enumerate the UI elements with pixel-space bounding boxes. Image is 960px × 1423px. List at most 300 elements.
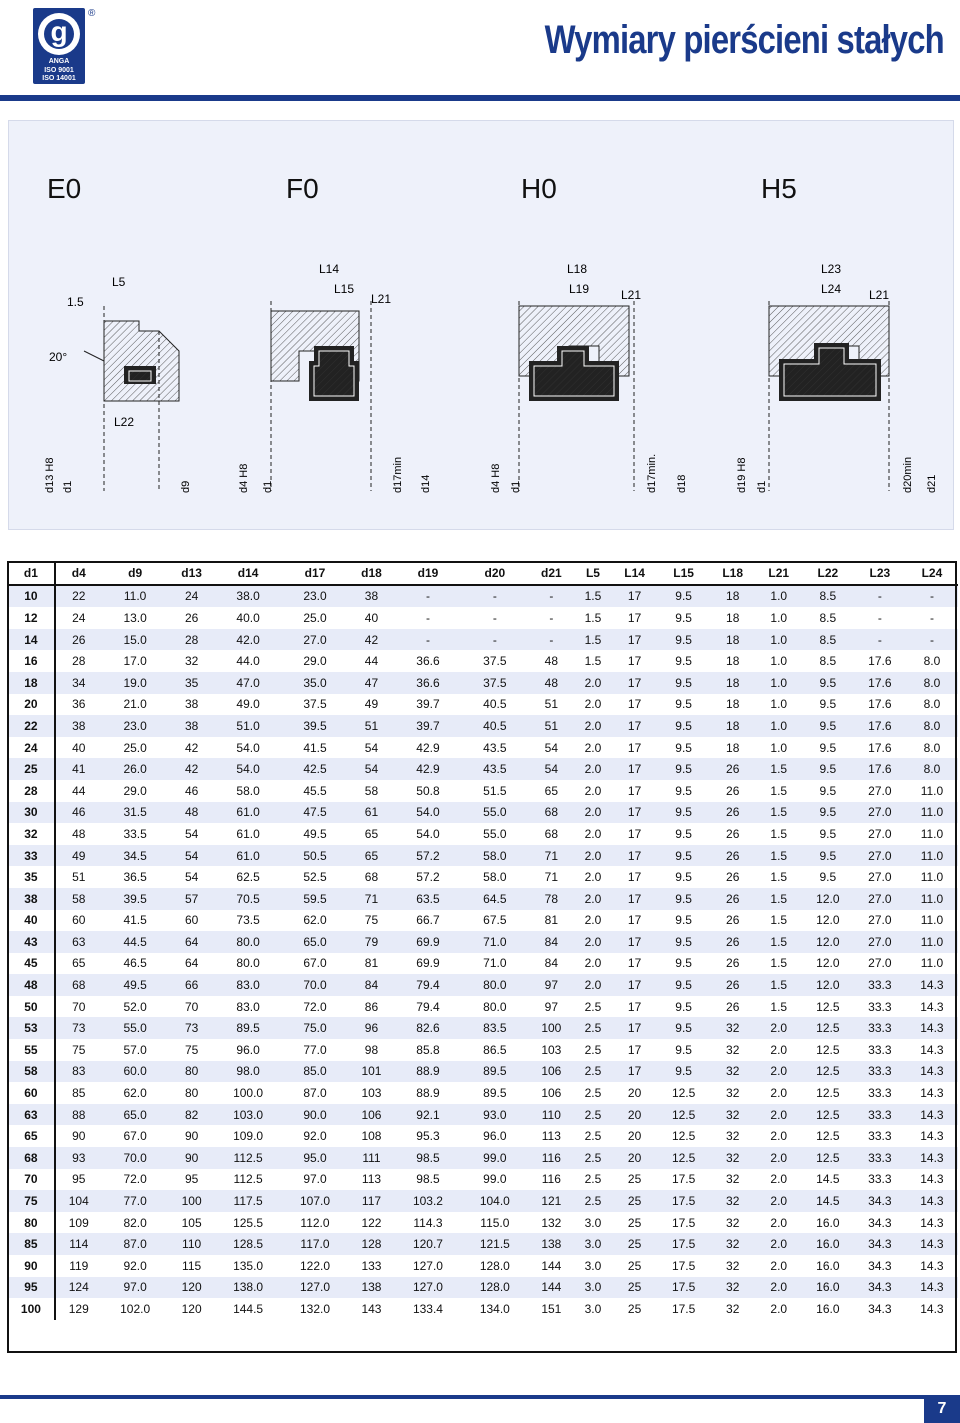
table-cell: 106 bbox=[528, 1082, 574, 1104]
table-cell: 36 bbox=[55, 694, 102, 716]
table-cell: 88 bbox=[55, 1104, 102, 1126]
table-cell: 25 bbox=[612, 1298, 658, 1320]
table-cell: 83 bbox=[55, 1061, 102, 1083]
table-cell: 9.5 bbox=[658, 672, 710, 694]
table-cell: 9.5 bbox=[658, 694, 710, 716]
table-cell: 2.0 bbox=[574, 758, 611, 780]
table-cell: 1.5 bbox=[756, 823, 802, 845]
dim-angle: 20° bbox=[49, 350, 68, 364]
table-cell: 85 bbox=[55, 1082, 102, 1104]
table-cell: 64 bbox=[169, 931, 215, 953]
table-cell: 71 bbox=[528, 866, 574, 888]
table-cell: 32 bbox=[710, 1169, 756, 1191]
table-cell: 27.0 bbox=[854, 823, 906, 845]
table-cell: 36.6 bbox=[395, 672, 462, 694]
table-cell: 25 bbox=[612, 1233, 658, 1255]
table-cell: 134.0 bbox=[461, 1298, 528, 1320]
table-cell: 25.0 bbox=[102, 737, 169, 759]
table-cell: 9.5 bbox=[802, 737, 854, 759]
table-cell: 110 bbox=[169, 1233, 215, 1255]
table-cell: 58.0 bbox=[461, 866, 528, 888]
table-cell: 50 bbox=[8, 996, 55, 1018]
table-cell: 127.0 bbox=[282, 1277, 349, 1299]
table-cell: 92.1 bbox=[395, 1104, 462, 1126]
table-cell: 17.6 bbox=[854, 650, 906, 672]
table-cell: 44 bbox=[55, 780, 102, 802]
column-header-l14: L14 bbox=[612, 562, 658, 585]
table-cell: 27.0 bbox=[854, 780, 906, 802]
table-cell: 2.0 bbox=[574, 780, 611, 802]
table-cell: 69.9 bbox=[395, 931, 462, 953]
table-cell: 14.3 bbox=[906, 1082, 958, 1104]
table-row bbox=[8, 715, 958, 737]
dim-l21: L21 bbox=[621, 288, 642, 302]
table-row bbox=[8, 1061, 958, 1083]
table-cell: 9.5 bbox=[658, 1017, 710, 1039]
table-cell: 61.0 bbox=[215, 845, 282, 867]
table-cell: 54 bbox=[348, 758, 394, 780]
table-cell: 114 bbox=[55, 1233, 102, 1255]
variant-label-e0: E0 bbox=[47, 173, 82, 204]
table-cell: 41.5 bbox=[282, 737, 349, 759]
table-row bbox=[8, 823, 958, 845]
table-cell: 43.5 bbox=[461, 737, 528, 759]
table-cell: 11.0 bbox=[906, 823, 958, 845]
table-cell: 38 bbox=[169, 694, 215, 716]
table-cell: 104 bbox=[55, 1190, 102, 1212]
table-cell: 1.5 bbox=[756, 845, 802, 867]
table-cell: 2.5 bbox=[574, 1039, 611, 1061]
table-cell: 32 bbox=[169, 650, 215, 672]
logo-brand: ANGA bbox=[48, 58, 70, 65]
table-cell: 32 bbox=[710, 1298, 756, 1320]
table-cell: 17 bbox=[612, 672, 658, 694]
table-row bbox=[8, 1190, 958, 1212]
table-cell: 51 bbox=[348, 715, 394, 737]
column-header-l24: L24 bbox=[906, 562, 958, 585]
table-cell: 100 bbox=[528, 1017, 574, 1039]
table-cell: 11.0 bbox=[906, 845, 958, 867]
table-cell: 18 bbox=[710, 607, 756, 629]
table-cell: 138.0 bbox=[215, 1277, 282, 1299]
table-cell: 95.0 bbox=[282, 1147, 349, 1169]
dim-d1: d1 bbox=[62, 480, 74, 493]
table-cell: 2.0 bbox=[756, 1255, 802, 1277]
table-cell: 127.0 bbox=[395, 1277, 462, 1299]
table-cell: 11.0 bbox=[102, 585, 169, 608]
table-cell: 83.5 bbox=[461, 1017, 528, 1039]
table-cell: 18 bbox=[710, 650, 756, 672]
table-cell: 38.0 bbox=[215, 585, 282, 608]
table-cell: 12.0 bbox=[802, 931, 854, 953]
table-cell: 27.0 bbox=[854, 845, 906, 867]
table-cell: 26.0 bbox=[102, 758, 169, 780]
table-cell: 68 bbox=[8, 1147, 55, 1169]
table-cell: 97.0 bbox=[102, 1277, 169, 1299]
table-cell: 62.0 bbox=[282, 910, 349, 932]
table-cell: 8.0 bbox=[906, 694, 958, 716]
table-cell: 128.5 bbox=[215, 1233, 282, 1255]
table-cell: 25 bbox=[612, 1212, 658, 1234]
table-cell: 48 bbox=[8, 974, 55, 996]
table-cell: 2.0 bbox=[756, 1147, 802, 1169]
table-cell: 37.5 bbox=[461, 650, 528, 672]
table-cell: 48 bbox=[169, 802, 215, 824]
table-cell: 100 bbox=[169, 1190, 215, 1212]
table-cell: 2.5 bbox=[574, 1169, 611, 1191]
table-cell: 58 bbox=[348, 780, 394, 802]
table-cell: 14.3 bbox=[906, 1233, 958, 1255]
table-cell: 70 bbox=[169, 996, 215, 1018]
table-cell: 101 bbox=[348, 1061, 394, 1083]
table-cell: 2.0 bbox=[574, 888, 611, 910]
table-cell: 2.0 bbox=[574, 672, 611, 694]
table-cell: 1.0 bbox=[756, 694, 802, 716]
table-cell: 32 bbox=[710, 1104, 756, 1126]
table-cell: 21.0 bbox=[102, 694, 169, 716]
table-cell: 16.0 bbox=[802, 1255, 854, 1277]
table-cell: 40 bbox=[55, 737, 102, 759]
table-cell: 2.0 bbox=[574, 823, 611, 845]
table-cell: 103 bbox=[348, 1082, 394, 1104]
dim-d17: d17min bbox=[392, 456, 404, 493]
table-cell: 78 bbox=[528, 888, 574, 910]
table-cell: 34.3 bbox=[854, 1255, 906, 1277]
table-cell: 77.0 bbox=[102, 1190, 169, 1212]
dim-d9: d9 bbox=[180, 480, 192, 493]
table-cell: 2.0 bbox=[756, 1061, 802, 1083]
table-row bbox=[8, 694, 958, 716]
table-cell: 12.5 bbox=[802, 1082, 854, 1104]
table-cell: 9.5 bbox=[658, 953, 710, 975]
table-cell: 8.0 bbox=[906, 758, 958, 780]
table-cell: 26 bbox=[710, 823, 756, 845]
table-cell: 17.5 bbox=[658, 1190, 710, 1212]
table-cell: 107.0 bbox=[282, 1190, 349, 1212]
table-cell: 12.0 bbox=[802, 974, 854, 996]
table-cell: 17.5 bbox=[658, 1277, 710, 1299]
table-cell: 2.0 bbox=[574, 715, 611, 737]
table-cell: 29.0 bbox=[102, 780, 169, 802]
table-cell: 73 bbox=[55, 1017, 102, 1039]
table-cell: 18 bbox=[710, 694, 756, 716]
table-cell: 9.5 bbox=[658, 1039, 710, 1061]
table-cell: 58 bbox=[55, 888, 102, 910]
table-cell: 14.3 bbox=[906, 974, 958, 996]
table-cell: 53 bbox=[8, 1017, 55, 1039]
table-cell: 95 bbox=[169, 1169, 215, 1191]
table-cell: 54.0 bbox=[215, 737, 282, 759]
table-cell: 52.5 bbox=[282, 866, 349, 888]
table-cell: 41 bbox=[55, 758, 102, 780]
column-header-d4: d4 bbox=[55, 562, 102, 585]
table-cell: 14.3 bbox=[906, 1104, 958, 1126]
table-cell: 18 bbox=[710, 715, 756, 737]
table-cell: 9.5 bbox=[658, 866, 710, 888]
table-cell: 9.5 bbox=[658, 1061, 710, 1083]
table-row bbox=[8, 996, 958, 1018]
dim-d14: d14 bbox=[420, 474, 432, 493]
table-cell: 40 bbox=[8, 910, 55, 932]
table-cell: 20 bbox=[612, 1125, 658, 1147]
table-cell: 33 bbox=[8, 845, 55, 867]
table-cell: 100.0 bbox=[215, 1082, 282, 1104]
table-cell: 18 bbox=[710, 629, 756, 651]
table-cell: 27.0 bbox=[854, 953, 906, 975]
table-cell: 71 bbox=[528, 845, 574, 867]
table-cell: 93 bbox=[55, 1147, 102, 1169]
table-cell: 84 bbox=[348, 974, 394, 996]
table-cell: 25 bbox=[8, 758, 55, 780]
table-cell: - bbox=[854, 585, 906, 608]
table-cell: 34.3 bbox=[854, 1277, 906, 1299]
table-cell: - bbox=[528, 607, 574, 629]
table-cell: 9.5 bbox=[658, 888, 710, 910]
table-cell: 17 bbox=[612, 931, 658, 953]
table-row bbox=[8, 1125, 958, 1147]
table-cell: 14.3 bbox=[906, 996, 958, 1018]
table-cell: 9.5 bbox=[802, 758, 854, 780]
table-cell: 9.5 bbox=[658, 802, 710, 824]
table-cell: 17.6 bbox=[854, 758, 906, 780]
table-cell: 144.5 bbox=[215, 1298, 282, 1320]
table-cell: 14.5 bbox=[802, 1169, 854, 1191]
table-cell: 9.5 bbox=[658, 607, 710, 629]
table-cell: 65.0 bbox=[102, 1104, 169, 1126]
table-cell: 39.7 bbox=[395, 694, 462, 716]
table-cell: 64 bbox=[169, 953, 215, 975]
table-row bbox=[8, 1082, 958, 1104]
table-cell: 12 bbox=[8, 607, 55, 629]
table-cell: 66.7 bbox=[395, 910, 462, 932]
table-cell: 32 bbox=[710, 1255, 756, 1277]
table-cell: 33.3 bbox=[854, 1017, 906, 1039]
table-cell: 17 bbox=[612, 1017, 658, 1039]
drawing-h5 bbox=[736, 262, 938, 493]
table-cell: 90.0 bbox=[282, 1104, 349, 1126]
column-header-l23: L23 bbox=[854, 562, 906, 585]
table-cell: 51.0 bbox=[215, 715, 282, 737]
dim-l21: L21 bbox=[371, 292, 392, 306]
table-cell: 138 bbox=[528, 1233, 574, 1255]
table-cell: 54 bbox=[169, 823, 215, 845]
table-cell: 73 bbox=[169, 1017, 215, 1039]
table-cell: 26 bbox=[710, 996, 756, 1018]
table-cell: 8.5 bbox=[802, 585, 854, 608]
table-cell: 54 bbox=[528, 737, 574, 759]
table-cell: 8.5 bbox=[802, 650, 854, 672]
table-cell: 108 bbox=[348, 1125, 394, 1147]
table-cell: 1.0 bbox=[756, 672, 802, 694]
table-cell: 59.5 bbox=[282, 888, 349, 910]
table-cell: 31.5 bbox=[102, 802, 169, 824]
table-cell: 55.0 bbox=[461, 802, 528, 824]
table-cell: 84 bbox=[528, 931, 574, 953]
table-cell: 63 bbox=[8, 1104, 55, 1126]
table-cell: 27.0 bbox=[854, 866, 906, 888]
table-cell: 17.5 bbox=[658, 1169, 710, 1191]
table-cell: 17 bbox=[612, 629, 658, 651]
dim-d1: d1 bbox=[510, 480, 522, 493]
table-cell: 49.5 bbox=[102, 974, 169, 996]
table-cell: 33.3 bbox=[854, 1039, 906, 1061]
table-header-row bbox=[8, 562, 958, 585]
table-row bbox=[8, 629, 958, 651]
table-cell: 132 bbox=[528, 1212, 574, 1234]
table-row bbox=[8, 585, 958, 608]
table-cell: 17 bbox=[612, 737, 658, 759]
table-cell: 33.3 bbox=[854, 974, 906, 996]
table-cell: 58 bbox=[8, 1061, 55, 1083]
table-cell: 17 bbox=[612, 585, 658, 608]
table-cell: 33.3 bbox=[854, 1125, 906, 1147]
table-cell: 95 bbox=[8, 1277, 55, 1299]
table-cell: 8.5 bbox=[802, 629, 854, 651]
table-cell: 2.5 bbox=[574, 1061, 611, 1083]
column-header-d21: d21 bbox=[528, 562, 574, 585]
logo-iso-9001: ISO 9001 bbox=[44, 67, 74, 74]
dim-d20: d20min bbox=[902, 456, 914, 493]
table-cell: 26 bbox=[710, 974, 756, 996]
table-cell: 50.8 bbox=[395, 780, 462, 802]
column-header-l22: L22 bbox=[802, 562, 854, 585]
table-cell: 1.5 bbox=[756, 758, 802, 780]
table-cell: 24 bbox=[55, 607, 102, 629]
table-cell: 32 bbox=[8, 823, 55, 845]
table-cell: 84 bbox=[528, 953, 574, 975]
table-cell: 9.5 bbox=[658, 974, 710, 996]
dim-l24: L24 bbox=[821, 282, 842, 296]
table-cell: 12.5 bbox=[802, 996, 854, 1018]
table-cell: 16.0 bbox=[802, 1212, 854, 1234]
table-cell: 18 bbox=[710, 585, 756, 608]
drawings-svg bbox=[9, 121, 953, 529]
table-cell: 2.0 bbox=[756, 1233, 802, 1255]
table-cell: 61 bbox=[348, 802, 394, 824]
table-cell: 89.5 bbox=[215, 1017, 282, 1039]
table-cell: 83.0 bbox=[215, 974, 282, 996]
table-cell: 127.0 bbox=[395, 1255, 462, 1277]
table-cell: 117.0 bbox=[282, 1233, 349, 1255]
table-cell: 17 bbox=[612, 888, 658, 910]
table-cell: 138 bbox=[348, 1277, 394, 1299]
table-cell: 70.0 bbox=[282, 974, 349, 996]
table-cell: 14.3 bbox=[906, 1125, 958, 1147]
table-cell: 54.0 bbox=[395, 823, 462, 845]
table-cell: 2.0 bbox=[756, 1277, 802, 1299]
table-cell: 1.5 bbox=[574, 607, 611, 629]
table-cell: 63.5 bbox=[395, 888, 462, 910]
table-cell: 26 bbox=[710, 888, 756, 910]
table-cell: - bbox=[395, 607, 462, 629]
table-cell: 2.5 bbox=[574, 1104, 611, 1126]
table-cell: 95 bbox=[55, 1169, 102, 1191]
table-cell: 81 bbox=[528, 910, 574, 932]
table-cell: 10 bbox=[8, 585, 55, 608]
table-cell: 11.0 bbox=[906, 866, 958, 888]
table-cell: 12.5 bbox=[658, 1125, 710, 1147]
table-cell: 27.0 bbox=[854, 931, 906, 953]
table-cell: 9.5 bbox=[658, 737, 710, 759]
table-cell: 9.5 bbox=[802, 715, 854, 737]
table-cell: 14.3 bbox=[906, 1061, 958, 1083]
table-cell: 17.6 bbox=[854, 672, 906, 694]
table-cell: 75 bbox=[55, 1039, 102, 1061]
table-cell: 11.0 bbox=[906, 888, 958, 910]
table-cell: 32 bbox=[710, 1039, 756, 1061]
table-cell: 96.0 bbox=[215, 1039, 282, 1061]
table-cell: 49.0 bbox=[215, 694, 282, 716]
table-cell: 32 bbox=[710, 1190, 756, 1212]
table-cell: 116 bbox=[528, 1147, 574, 1169]
table-cell: 117.5 bbox=[215, 1190, 282, 1212]
table-cell: 2.0 bbox=[756, 1169, 802, 1191]
table-cell: 85.0 bbox=[282, 1061, 349, 1083]
table-cell: 8.0 bbox=[906, 715, 958, 737]
table-cell: 22 bbox=[55, 585, 102, 608]
table-cell: 43 bbox=[8, 931, 55, 953]
table-cell: 71 bbox=[348, 888, 394, 910]
table-cell: 16.0 bbox=[802, 1277, 854, 1299]
table-cell: 14.3 bbox=[906, 1190, 958, 1212]
table-cell: 70 bbox=[55, 996, 102, 1018]
table-cell: 9.5 bbox=[658, 715, 710, 737]
table-cell: 63 bbox=[55, 931, 102, 953]
table-cell: 65 bbox=[348, 823, 394, 845]
table-cell: 93.0 bbox=[461, 1104, 528, 1126]
table-cell: 102.0 bbox=[102, 1298, 169, 1320]
table-cell: 44.0 bbox=[215, 650, 282, 672]
dim-l19: L19 bbox=[569, 282, 590, 296]
table-cell: 14.3 bbox=[906, 1277, 958, 1299]
table-cell: 26 bbox=[710, 931, 756, 953]
table-cell: 80.0 bbox=[461, 996, 528, 1018]
table-cell: 29.0 bbox=[282, 650, 349, 672]
table-cell: 1.0 bbox=[756, 737, 802, 759]
table-cell: 1.5 bbox=[756, 910, 802, 932]
header-rule bbox=[0, 95, 960, 101]
table-cell: 120.7 bbox=[395, 1233, 462, 1255]
table-cell: 12.0 bbox=[802, 888, 854, 910]
table-cell: 1.5 bbox=[756, 780, 802, 802]
table-cell: 43.5 bbox=[461, 758, 528, 780]
table-cell: 15.0 bbox=[102, 629, 169, 651]
table-cell: 26 bbox=[169, 607, 215, 629]
table-cell: 20 bbox=[8, 694, 55, 716]
table-cell: 89.5 bbox=[461, 1082, 528, 1104]
table-cell: 111 bbox=[348, 1147, 394, 1169]
table-cell: 104.0 bbox=[461, 1190, 528, 1212]
table-cell: 9.5 bbox=[802, 866, 854, 888]
table-cell: 103.2 bbox=[395, 1190, 462, 1212]
table-cell: 144 bbox=[528, 1255, 574, 1277]
logo-iso-14001: ISO 14001 bbox=[42, 75, 76, 82]
table-cell: 14.3 bbox=[906, 1298, 958, 1320]
logo-mark: g bbox=[44, 19, 74, 49]
table-cell: 112.5 bbox=[215, 1147, 282, 1169]
column-header-d17: d17 bbox=[282, 562, 349, 585]
table-cell: 2.0 bbox=[756, 1017, 802, 1039]
table-cell: 65 bbox=[528, 780, 574, 802]
table-row bbox=[8, 866, 958, 888]
table-cell: 75 bbox=[348, 910, 394, 932]
table-cell: 98.0 bbox=[215, 1061, 282, 1083]
table-cell: 9.5 bbox=[658, 996, 710, 1018]
table-cell: 58.0 bbox=[461, 845, 528, 867]
table-cell: 27.0 bbox=[854, 802, 906, 824]
table-cell: 17 bbox=[612, 974, 658, 996]
table-cell: 68 bbox=[528, 823, 574, 845]
